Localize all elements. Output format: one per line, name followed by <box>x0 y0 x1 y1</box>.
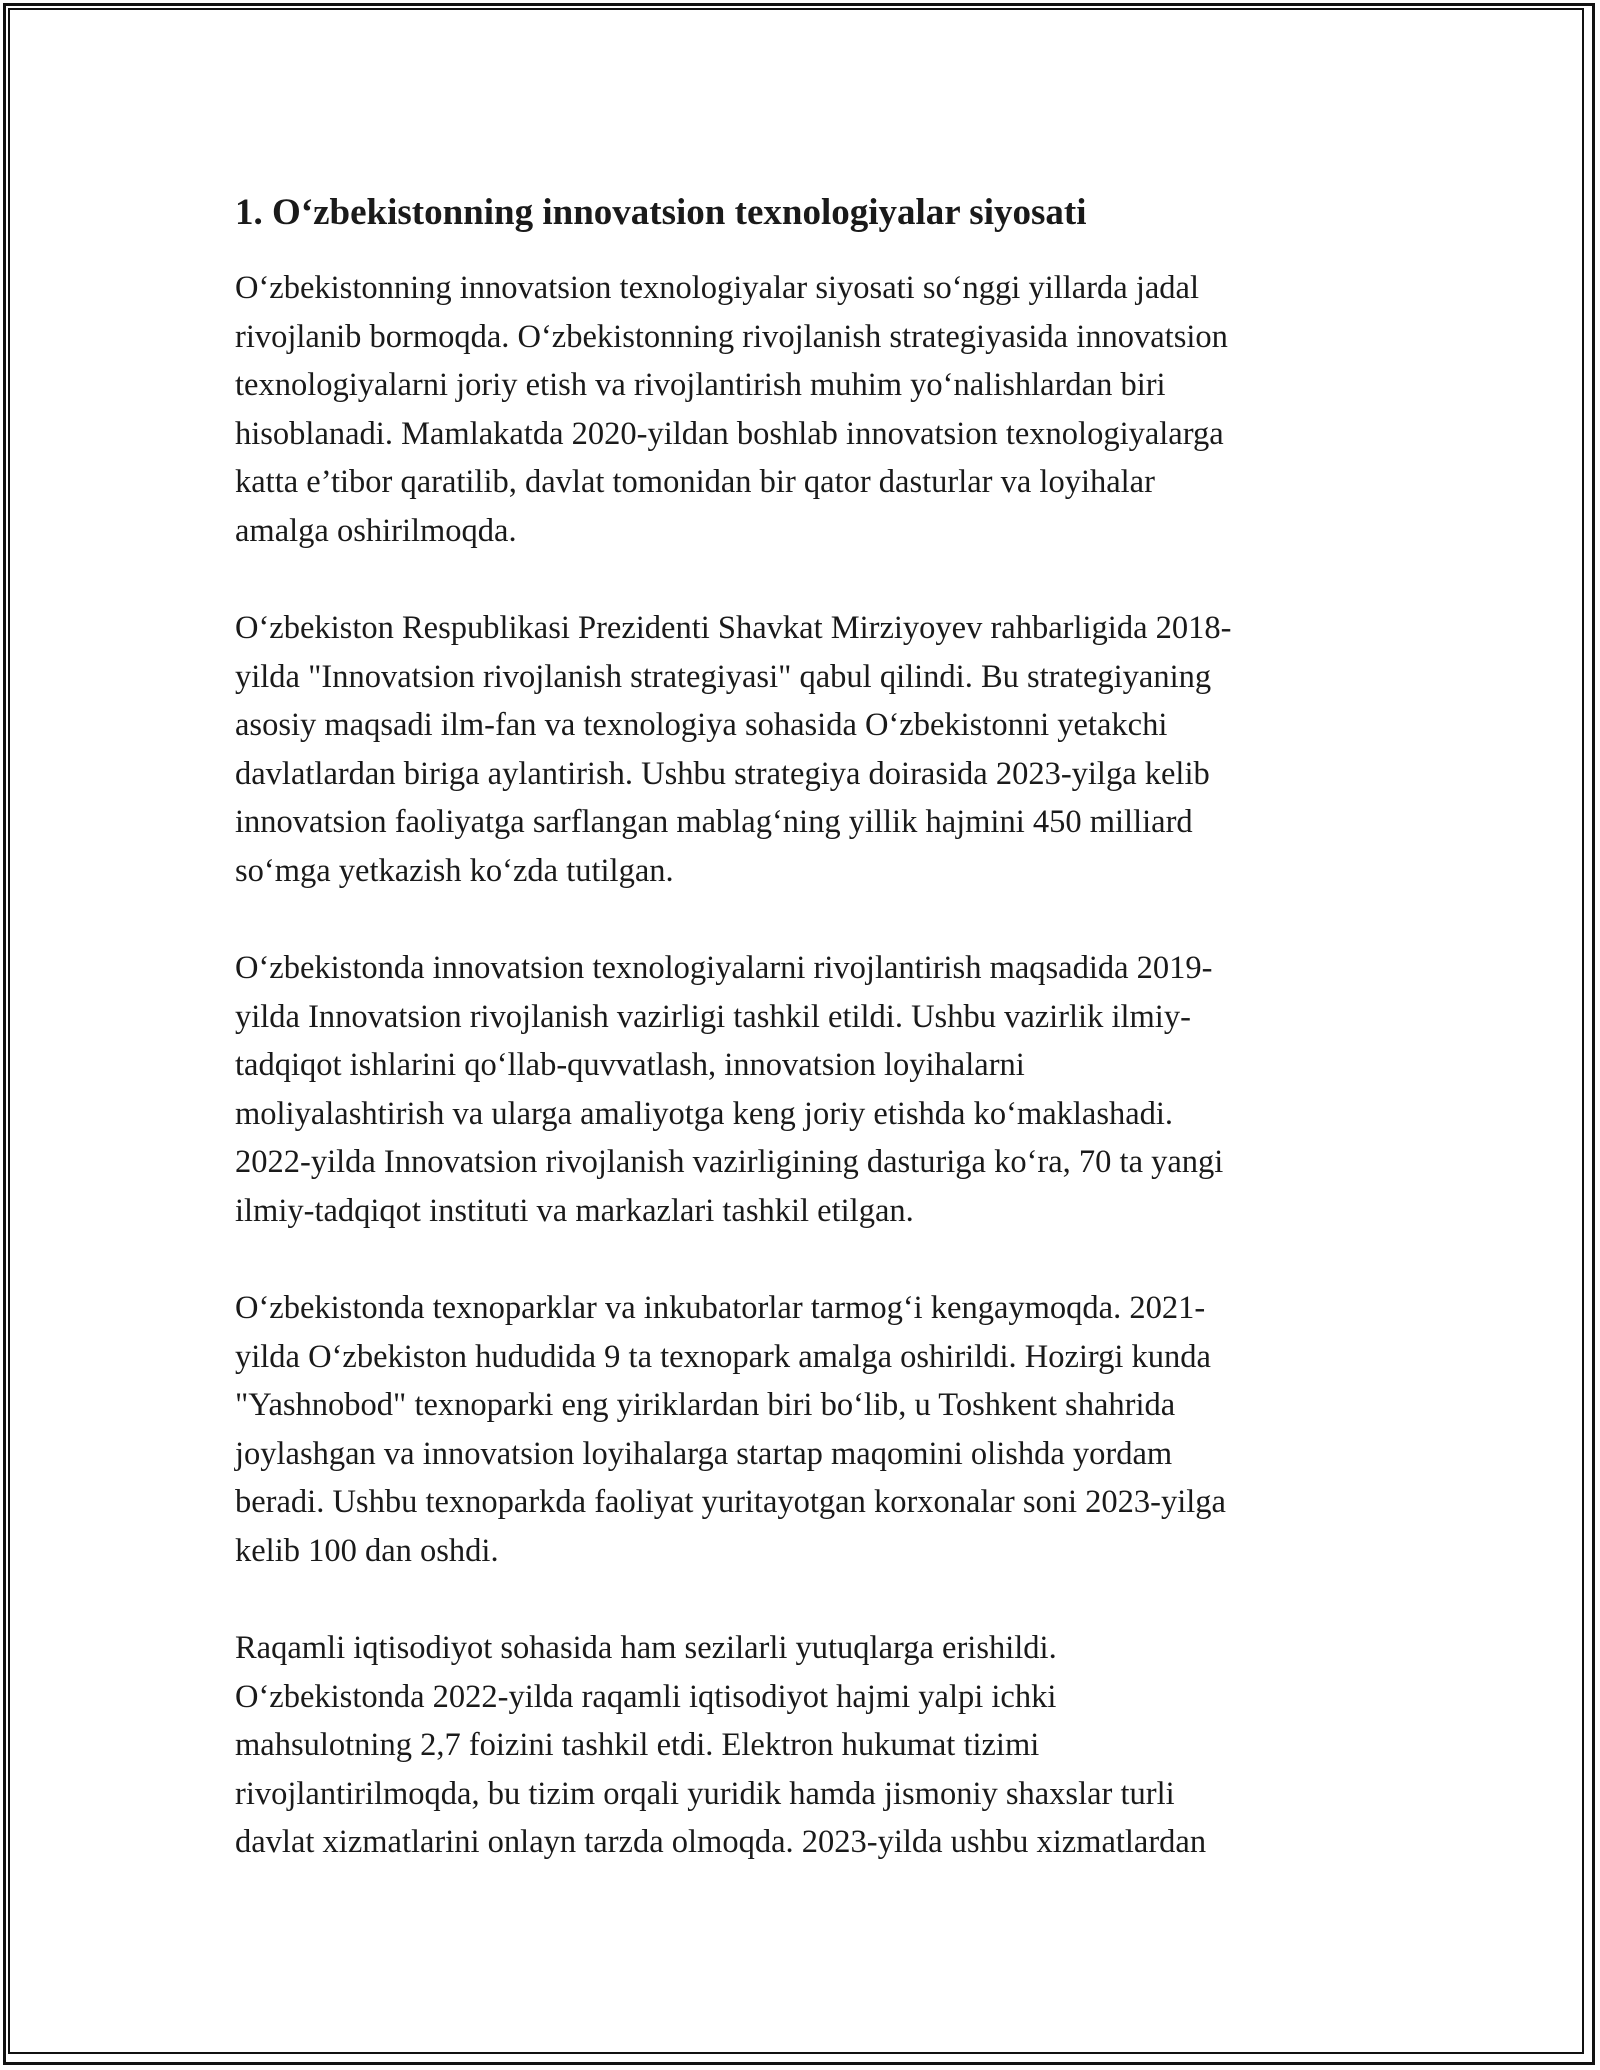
text-line: rivojlanib bormoqda. O‘zbekistonning rivojlanish strategiyasida innovatsion <box>235 318 1228 355</box>
text-line: "Yashnobod" texnoparki eng yiriklardan biri bo‘lib, u Toshkent shahrida <box>235 1387 1176 1423</box>
text-line: O‘zbekistonda 2022-yilda raqamli iqtisodiyot hajmi yalpi ichki <box>235 1678 1057 1715</box>
text-line: O‘zbekistonda texnoparklar va inkubatorlar tarmog‘i kengaymoqda. 2021- <box>235 1290 1206 1326</box>
text-line: davlat xizmatlarini onlayn tarzda olmoqda. 2023-yilda ushbu xizmatlardan <box>235 1824 1207 1860</box>
text-line: innovatsion faoliyatga sarflangan mablag‘ning yillik hajmini 450 milliard <box>235 804 1193 840</box>
text-line: ilmiy-tadqiqot instituti va markazlari tashkil etilgan. <box>235 1192 914 1229</box>
text-line: 2022-yilda Innovatsion rivojlanish vazirligining dasturiga ko‘ra, 70 ta yangi <box>235 1144 1224 1180</box>
text-line: yilda O‘zbekiston hududida 9 ta texnopark amalga oshirildi. Hozirgi kunda <box>235 1338 1211 1375</box>
paragraph-1 <box>235 264 1370 555</box>
text-line: asosiy maqsadi ilm-fan va texnologiya sohasida O‘zbekistonni yetakchi <box>235 707 1168 743</box>
text-line: yilda Innovatsion rivojlanish vazirligi tashkil etildi. Ushbu vazirlik ilmiy- <box>235 998 1191 1035</box>
section-title: 1. O‘zbekistonning innovatsion texnologiyalar siyosati <box>235 192 1087 233</box>
text-line: mahsulotning 2,7 foizini tashkil etdi. Elektron hukumat tizimi <box>235 1727 1040 1763</box>
text-line: O‘zbekistonda innovatsion texnologiyalarni rivojlantirish maqsadida 2019- <box>235 950 1213 986</box>
text-line: hisoblanadi. Mamlakatda 2020-yildan boshlab innovatsion texnologiyalarga <box>235 415 1224 452</box>
text-line: davlatlardan biriga aylantirish. Ushbu strategiya doirasida 2023-yilga kelib <box>235 755 1210 792</box>
text-line: tadqiqot ishlarini qo‘llab-quvvatlash, innovatsion loyihalarni <box>235 1047 1025 1083</box>
paragraph-5 <box>235 1624 1370 1867</box>
text-line: amalga oshirilmoqda. <box>235 512 517 549</box>
paragraph-3 <box>235 944 1370 1235</box>
document-page <box>235 188 1370 1916</box>
text-line: Raqamli iqtisodiyot sohasida ham sezilarli yutuqlarga erishildi. <box>235 1630 1057 1666</box>
text-line: so‘mga yetkazish ko‘zda tutilgan. <box>235 852 674 889</box>
text-line: beradi. Ushbu texnoparkda faoliyat yuritayotgan korxonalar soni 2023-yilga <box>235 1484 1226 1520</box>
text-line: O‘zbekiston Respublikasi Prezidenti Shavkat Mirziyoyev rahbarligida 2018- <box>235 610 1232 646</box>
text-line: joylashgan va innovatsion loyihalarga startap maqomini olishda yordam <box>235 1435 1173 1472</box>
text-line: O‘zbekistonning innovatsion texnologiyalar siyosati so‘nggi yillarda jadal <box>235 270 1199 306</box>
text-line: katta e’tibor qaratilib, davlat tomonidan bir qator dasturlar va loyihalar <box>235 464 1155 500</box>
text-line: kelib 100 dan oshdi. <box>235 1532 499 1569</box>
text-line: texnologiyalarni joriy etish va rivojlantirish muhim yo‘nalishlardan biri <box>235 367 1166 403</box>
text-line: rivojlantirilmoqda, bu tizim orqali yuridik hamda jismoniy shaxslar turli <box>235 1775 1175 1812</box>
paragraph-4 <box>235 1284 1370 1575</box>
text-line: yilda "Innovatsion rivojlanish strategiyasi" qabul qilindi. Bu strategiyaning <box>235 658 1212 695</box>
text-line: moliyalashtirish va ularga amaliyotga keng joriy etishda ko‘maklashadi. <box>235 1095 1174 1132</box>
paragraph-2 <box>235 604 1370 895</box>
